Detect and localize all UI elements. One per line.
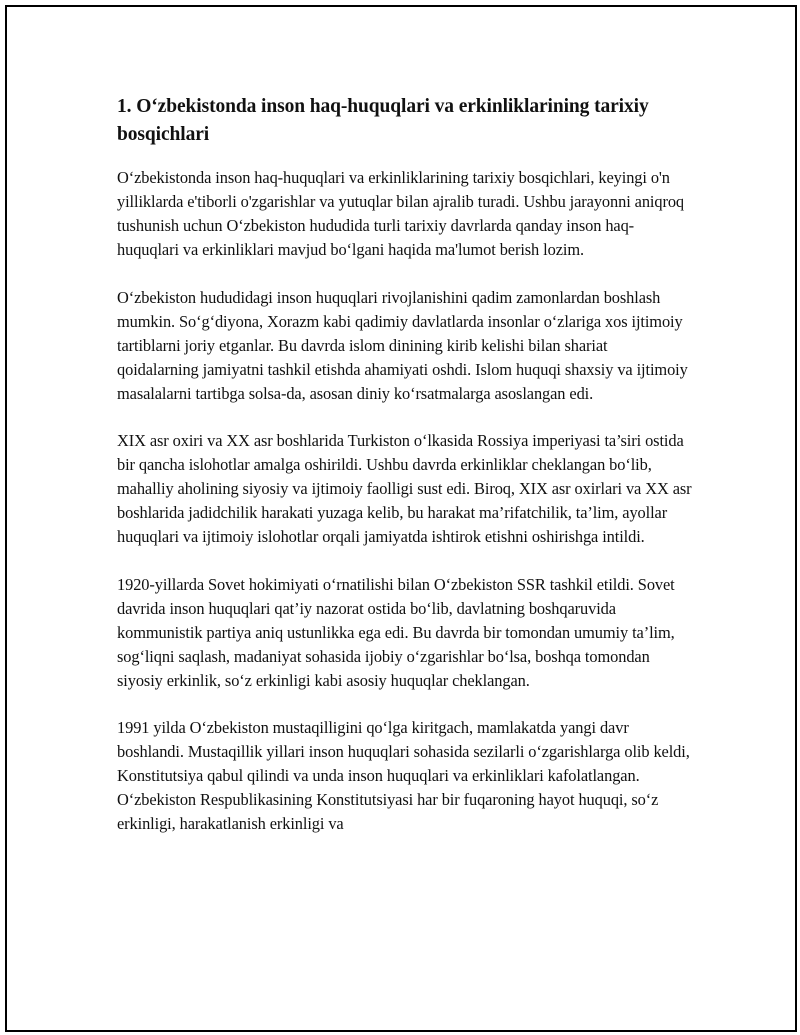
paragraph-russian-empire-period: XIX asr oxiri va XX asr boshlarida Turkiston o‘lkasida Rossiya imperiyasi ta’siri ostida bir qancha islohotlar amalga oshirildi. Ushbu davrda erkinliklar cheklangan bo‘lib, mahalliy aholining siyosiy va ijtimoiy faolligi sust edi. Biroq, XIX asr oxirlari va XX asr boshlarida jadidchilik harakati yuzaga kelib, bu harakat ma’rifatchilik, ta’lim, ayollar huquqlari va ijtimoiy islohotlar orqali jamiyatda ishtirok etishni oshirishga intildi. xyxy=(117,431,692,546)
paragraph-ancient-period: O‘zbekiston hududidagi inson huquqlari rivojlanishini qadim zamonlardan boshlash mumkin. So‘g‘diyona, Xorazm kabi qadimiy davlatlarda insonlar o‘zlariga xos ijtimoiy tartiblarni joriy etganlar. Bu davrda islom dinining kirib kelishi bilan shariat qoidalarning jamiyatni tashkil etishda ahamiyati oshdi. Islom huquqi shaxsiy va ijtimoiy masalalarni tartibga solsa-da, asosan diniy ko‘rsatmalarga asoslangan edi. xyxy=(117,287,688,403)
paragraph-intro: O‘zbekistonda inson haq-huquqlari va erkinliklarining tarixiy bosqichlari, keyingi o'n yilliklarda e'tiborli o'zgarishlar va yutuqlar bilan ajralib turadi. Ushbu jarayonni aniqroq tushunish uchun O‘zbekiston hududida turli tarixiy davrlarda qanday inson haq-huquqlari va erkinliklari mavjud bo‘lgani haqida ma'lumot berish lozim. xyxy=(117,168,685,259)
paragraph-independence-period: 1991 yilda O‘zbekiston mustaqilligini qo‘lga kiritgach, mamlakatda yangi davr boshlandi. Mustaqillik yillari inson huquqlari sohasida sezilarli o‘zgarishlarga olib keldi, Konstitutsiya qabul qilindi va unda inson huquqlari va erkinliklari kafolatlangan. O‘zbekiston Respublikasining Konstitutsiyasi har bir fuqaroning hayot huquqi, so‘z erkinligi, harakatlanish erkinligi va xyxy=(117,718,690,833)
document-body xyxy=(117,93,692,860)
section-heading: 1. O‘zbekistonda inson haq-huquqlari va erkinliklarining tarixiy bosqichlari xyxy=(117,96,649,145)
paragraph-soviet-period: 1920-yillarda Sovet hokimiyati o‘rnatilishi bilan O‘zbekiston SSR tashkil etildi. Sovet davrida inson huquqlari qat’iy nazorat ostida bo‘lib, davlatning boshqaruvida kommunistik partiya aniq ustunlikka ega edi. Bu davrda bir tomondan umumiy ta’lim, sog‘liqni saqlash, madaniyat sohasida ijobiy o‘zgarishlar bo‘lsa, boshqa tomondan siyosiy erkinlik, so‘z erkinligi kabi asosiy huquqlar cheklangan. xyxy=(117,574,675,690)
